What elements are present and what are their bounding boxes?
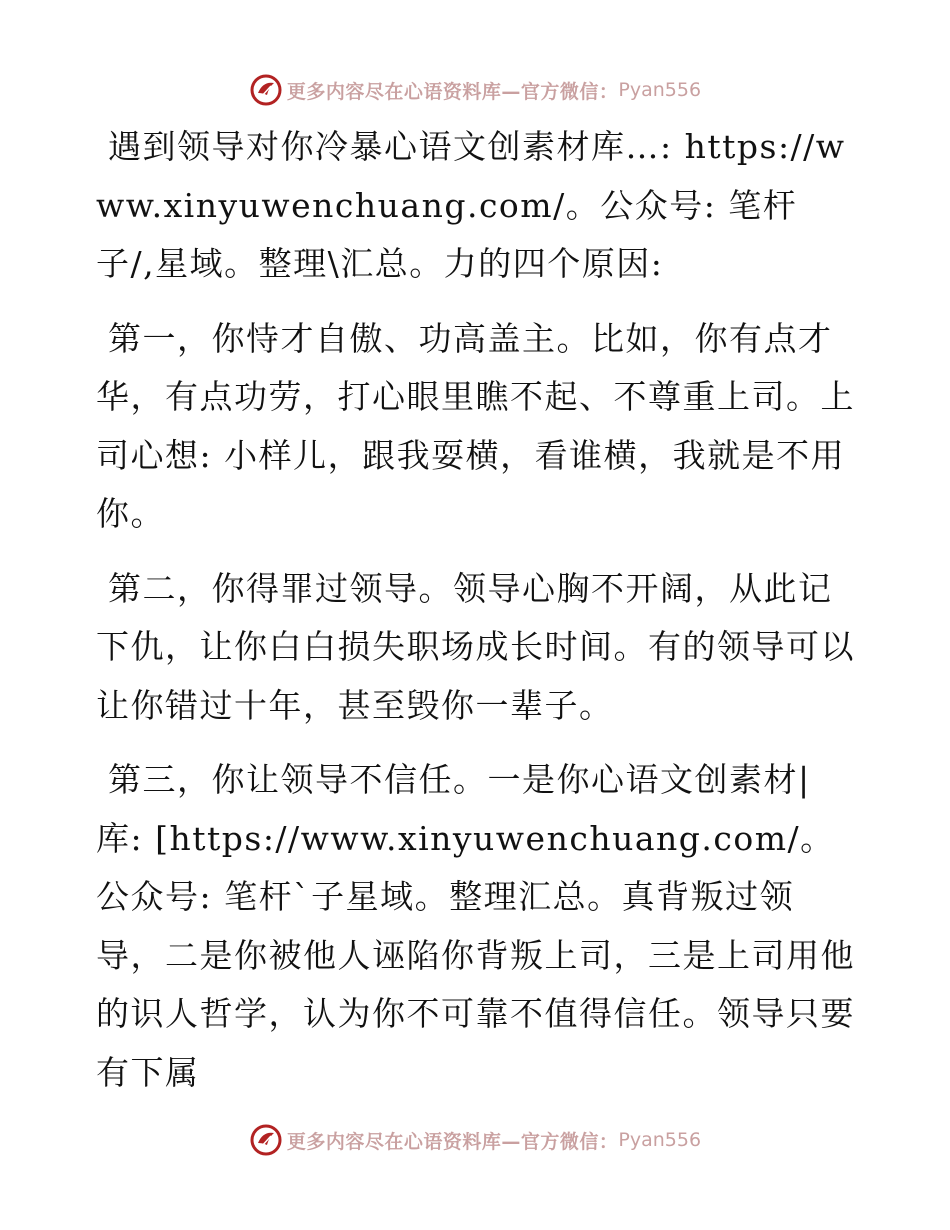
header-banner xyxy=(0,70,950,110)
logo-icon xyxy=(249,73,283,107)
paragraph-4 xyxy=(96,751,856,1102)
paragraph-2 xyxy=(96,310,856,544)
paragraph-text: 第三，你让领导不信任。一是你心语文创素材|库: [https://www.xinyuwenchuang.com/。公众号: 笔杆`子星域。整理汇总。真背叛过领导，二是你被他人诬陷你背叛上司，三是上司用他的识人哲学，认为你不可靠不值得信任。领导只要有下属 xyxy=(96,760,855,1092)
paragraph-3 xyxy=(96,560,856,736)
wechat-id: Pyan556 xyxy=(618,1129,702,1151)
paragraph-text: 遇到领导对你冷暴心语文创素材库…: https://www.xinyuwenchuang.com/。公众号: 笔杆子/,星域。整理\汇总。力的四个原因: xyxy=(96,127,846,283)
paragraph-text: 第二，你得罪过领导。领导心胸不开阔，从此记下仇，让你白白损失职场成长时间。有的领导可以让你错过十年，甚至毁你一辈子。 xyxy=(96,568,855,725)
logo-icon xyxy=(249,1123,283,1157)
document-body xyxy=(96,118,856,1118)
paragraph-text: 第一，你恃才自傲、功高盖主。比如，你有点才华，有点功劳，打心眼里瞧不起、不尊重上司。上司心想: 小样儿，跟我耍横，看谁横，我就是不用你。 xyxy=(96,318,855,533)
paragraph-1 xyxy=(96,118,856,294)
banner-text: 更多内容尽在心语资料库—官方微信： xyxy=(286,1130,619,1153)
banner-text: 更多内容尽在心语资料库—官方微信： xyxy=(286,80,619,103)
footer-banner xyxy=(0,1120,950,1160)
wechat-id: Pyan556 xyxy=(618,79,702,101)
